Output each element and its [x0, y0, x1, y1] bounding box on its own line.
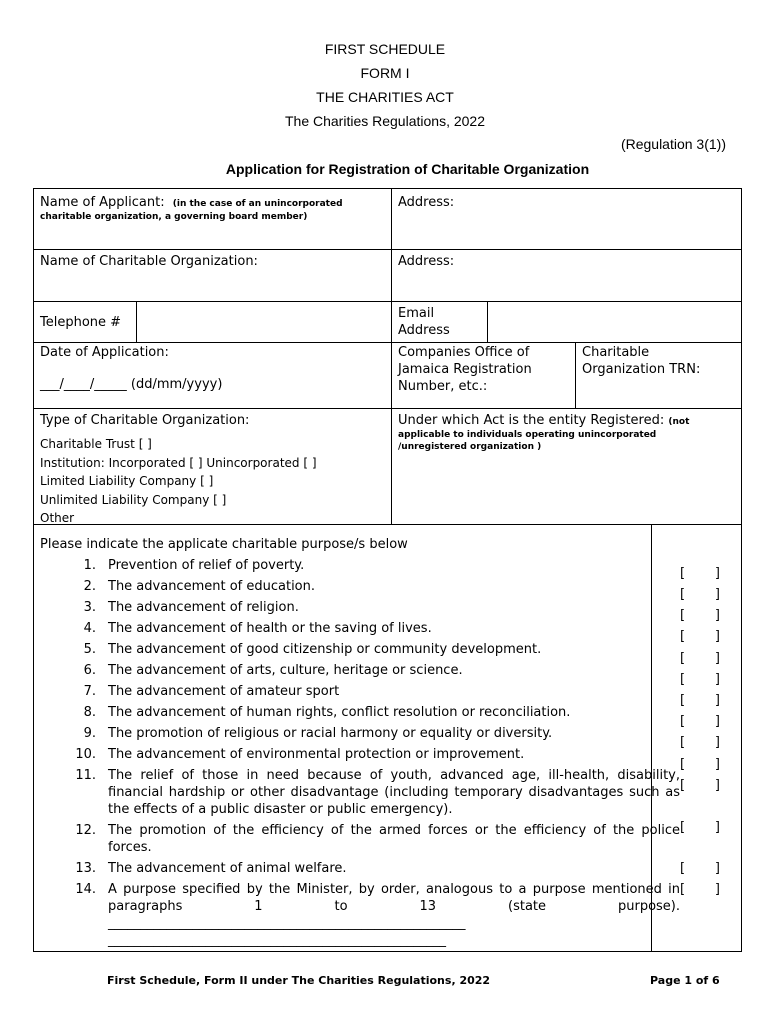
purpose-item: [40, 618, 680, 639]
purpose-number: 6.: [83, 663, 96, 678]
purpose-checkbox[interactable]: [680, 693, 720, 708]
bracket-close: ]: [714, 861, 720, 876]
bracket-close: ]: [714, 735, 720, 750]
trn-label-1: Charitable: [582, 345, 650, 360]
purpose-number: 4.: [83, 621, 96, 636]
purpose-number: 2.: [83, 579, 96, 594]
bracket-open: [: [680, 693, 686, 708]
purpose-checkbox[interactable]: [680, 587, 720, 602]
regulations-title: The Charities Regulations, 2022: [284, 113, 485, 129]
bracket-close: ]: [714, 566, 720, 581]
applicant-name-field[interactable]: [40, 194, 385, 223]
bracket-open: [: [680, 714, 686, 729]
applicant-note-cont: charitable organization, a governing board member): [40, 212, 308, 222]
option-institution[interactable]: Institution: Incorporated [ ] Unincorporated [ ]: [40, 455, 317, 470]
form-title: Application for Registration of Charitable Organization: [225, 161, 590, 177]
column-divider: [487, 301, 488, 342]
trn-field[interactable]: [582, 344, 700, 378]
purpose-text: The advancement of amateur sport: [108, 684, 340, 699]
bracket-close: ]: [714, 757, 720, 772]
purpose-number: 3.: [83, 600, 96, 615]
email-label-line1: Email: [398, 306, 435, 321]
regulation-reference: (Regulation 3(1)): [620, 136, 726, 152]
row-divider: [34, 408, 741, 409]
purpose-checkbox[interactable]: [680, 882, 720, 897]
purpose-checkbox[interactable]: [680, 757, 720, 772]
bracket-open: [: [680, 778, 686, 793]
bracket-close: ]: [714, 882, 720, 897]
bracket-close: ]: [714, 651, 720, 666]
purpose-checkbox[interactable]: [680, 820, 720, 835]
companies-office-label-3: Number, etc.:: [398, 379, 488, 394]
bracket-open: [: [680, 587, 686, 602]
purpose-item: [40, 858, 680, 879]
bracket-open: [: [680, 608, 686, 623]
bracket-close: ]: [714, 608, 720, 623]
purpose-item: [40, 681, 680, 702]
purpose-list: [40, 534, 680, 949]
registering-act-field[interactable]: [398, 412, 736, 453]
purpose-item: [40, 555, 680, 576]
registering-act-note-3: /unregistered organization ): [398, 442, 542, 452]
purpose-text: A purpose specified by the Minister, by order, analogous to a purpose mentioned in paragraphs 1 to 13 (state purpose).: [108, 882, 680, 914]
org-name-field[interactable]: [40, 253, 258, 270]
bracket-close: ]: [714, 587, 720, 602]
purpose-item: [40, 822, 680, 856]
purpose-item: [40, 881, 680, 915]
purpose-text: The promotion of the efficiency of the armed forces or the efficiency of the police forces.: [108, 823, 680, 855]
purpose-text: The promotion of religious or racial harmony or equality or diversity.: [108, 726, 553, 741]
bracket-open: [: [680, 820, 686, 835]
page-number: Page 1 of 6: [650, 974, 720, 987]
application-form: [33, 188, 742, 952]
org-type-options: [40, 435, 317, 528]
bracket-open: [: [680, 651, 686, 666]
column-divider: [575, 342, 576, 408]
purpose-text: The advancement of arts, culture, heritage or science.: [108, 663, 463, 678]
purpose-intro: Please indicate the applicate charitable purpose/s below: [40, 537, 408, 552]
purpose-item: [40, 702, 680, 723]
registering-act-note-2: applicable to individuals operating unincorporated: [398, 430, 657, 440]
purpose-number: 10.: [75, 747, 96, 762]
bracket-open: [: [680, 629, 686, 644]
date-label: Date of Application:: [40, 345, 169, 360]
bracket-close: ]: [714, 714, 720, 729]
purpose-checkbox[interactable]: [680, 735, 720, 750]
bracket-open: [: [680, 882, 686, 897]
companies-office-label-2: Jamaica Registration: [398, 362, 532, 377]
applicant-address-field[interactable]: [398, 194, 454, 211]
bracket-open: [: [680, 566, 686, 581]
purpose-item: [40, 723, 680, 744]
bracket-open: [: [680, 672, 686, 687]
org-address-label: Address:: [398, 254, 455, 269]
purpose-checkbox[interactable]: [680, 861, 720, 876]
purpose-number: 13.: [75, 861, 96, 876]
form-number: FORM I: [360, 65, 410, 81]
bracket-close: ]: [714, 820, 720, 835]
telephone-label: Telephone #: [40, 315, 122, 330]
purpose-checkbox[interactable]: [680, 608, 720, 623]
purpose-text: The advancement of religion.: [108, 600, 299, 615]
purpose-checkbox[interactable]: [680, 672, 720, 687]
purpose-text: The advancement of human rights, conflict resolution or reconciliation.: [108, 705, 571, 720]
option-unlimited-liability[interactable]: Unlimited Liability Company [ ]: [40, 492, 227, 507]
purpose-number: 5.: [83, 642, 96, 657]
purpose-item: [40, 597, 680, 618]
purpose-checkbox[interactable]: [680, 714, 720, 729]
trn-label-2: Organization TRN:: [582, 362, 701, 377]
purpose-item: [40, 639, 680, 660]
purpose-item: [40, 576, 680, 597]
bracket-open: [: [680, 735, 686, 750]
companies-office-label-1: Companies Office of: [398, 345, 530, 360]
purpose-number: 1.: [83, 558, 96, 573]
schedule-heading: FIRST SCHEDULE: [324, 41, 446, 57]
footer-title: First Schedule, Form II under The Charities Regulations, 2022: [107, 974, 491, 987]
option-charitable-trust[interactable]: Charitable Trust [ ]: [40, 437, 152, 451]
column-divider: [136, 301, 137, 342]
bracket-close: ]: [714, 629, 720, 644]
purpose-item: [40, 660, 680, 681]
bracket-open: [: [680, 757, 686, 772]
email-label: [398, 305, 450, 339]
purpose-item: [40, 767, 680, 818]
purpose-number: 9.: [83, 726, 96, 741]
bracket-open: [: [680, 861, 686, 876]
registering-act-label: Under which Act is the entity Registered:: [398, 413, 665, 428]
purpose-number: 11.: [75, 768, 96, 783]
registering-act-note: (not: [668, 417, 690, 427]
purpose-text: The advancement of animal welfare.: [108, 861, 347, 876]
purpose-checkbox[interactable]: [680, 566, 720, 581]
org-type-label: Type of Charitable Organization:: [40, 413, 250, 428]
bracket-close: ]: [714, 672, 720, 687]
telephone-input[interactable]: [138, 302, 390, 341]
applicant-name-label: Name of Applicant:: [40, 195, 165, 210]
purpose-number: 8.: [83, 705, 96, 720]
bracket-close: ]: [714, 693, 720, 708]
date-input[interactable]: ___/____/_____ (dd/mm/yyyy): [40, 377, 223, 392]
purpose-checkbox[interactable]: [680, 651, 720, 666]
email-label-line2: Address: [398, 323, 450, 338]
purpose-text: Prevention of relief of poverty.: [108, 558, 305, 573]
org-name-label: Name of Charitable Organization:: [40, 254, 258, 269]
purpose-checkbox[interactable]: [680, 778, 720, 793]
applicant-address-label: Address:: [398, 195, 455, 210]
applicant-note: (in the case of an unincorporated: [172, 199, 343, 209]
row-divider: [34, 342, 741, 343]
purpose-text: The advancement of health or the saving of lives.: [108, 621, 432, 636]
option-limited-liability[interactable]: Limited Liability Company [ ]: [40, 474, 214, 488]
row-divider: [34, 249, 741, 250]
purpose-number: 12.: [75, 823, 96, 838]
column-divider: [391, 189, 392, 524]
purpose-text: The advancement of good citizenship or community development.: [108, 642, 542, 657]
companies-office-field[interactable]: [398, 344, 532, 395]
purpose-checkbox[interactable]: [680, 629, 720, 644]
email-input[interactable]: [489, 302, 741, 341]
option-other[interactable]: Other ________________________: [40, 511, 222, 525]
act-title: THE CHARITIES ACT: [316, 89, 454, 105]
purpose-item: [40, 744, 680, 765]
state-purpose-line-2[interactable]: ____________________________________________________: [108, 933, 446, 948]
state-purpose-line-1[interactable]: _______________________________________________________: [108, 916, 466, 931]
purpose-text: The relief of those in need because of youth, advanced age, ill-health, disability, financial hardship or other disadvantage (including temporary disadvantages such as the effects of a public disaster or public emergency).: [108, 768, 680, 817]
bracket-close: ]: [714, 778, 720, 793]
purpose-number: 7.: [83, 684, 96, 699]
purpose-text: The advancement of environmental protection or improvement.: [108, 747, 525, 762]
purpose-text: The advancement of education.: [108, 579, 316, 594]
org-address-field[interactable]: [398, 253, 454, 270]
purpose-number: 14.: [75, 882, 96, 897]
